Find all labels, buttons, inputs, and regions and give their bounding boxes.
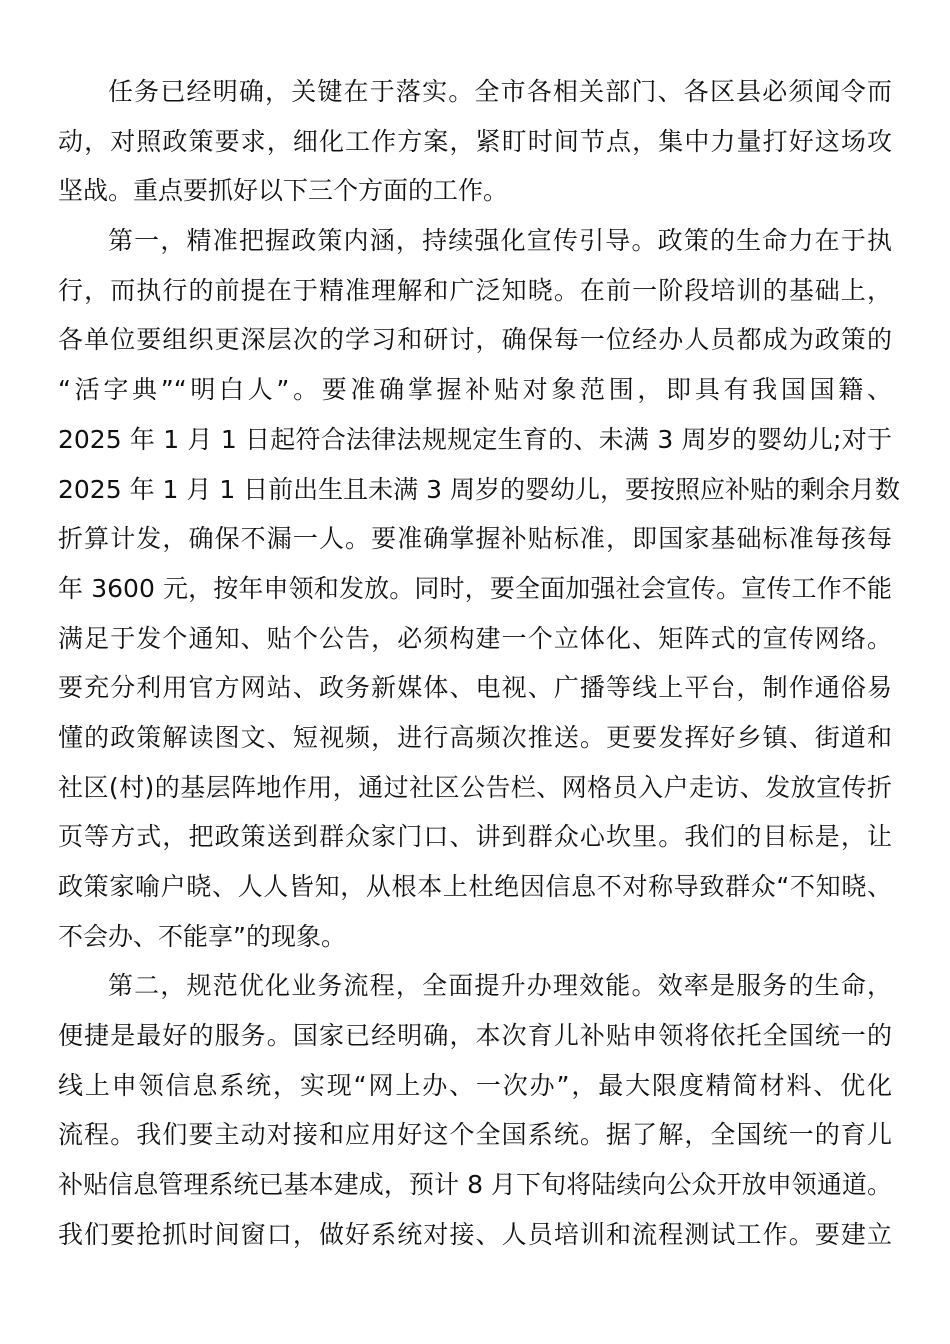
text-line: “活字典”“明白人”。要准确掌握补贴对象范围，即具有我国国籍、 bbox=[58, 375, 892, 405]
text-line: 不会办、不能享”的现象。 bbox=[58, 921, 346, 951]
text-line: 补贴信息管理系统已基本建成，预计 8 月下旬将陆续向公众开放申领通道。 bbox=[58, 1170, 892, 1200]
text-line: 要充分利用官方网站、政务新媒体、电视、广播等线上平台，制作通俗易 bbox=[58, 673, 892, 703]
text-line: 满足于发个通知、贴个公告，必须构建一个立体化、矩阵式的宣传网络。 bbox=[58, 623, 892, 653]
text-line: 懂的政策解读图文、短视频，进行高频次推送。更要发挥好乡镇、街道和 bbox=[58, 722, 892, 752]
text-line: 社区(村)的基层阵地作用，通过社区公告栏、网格员入户走访、发放宣传折 bbox=[58, 772, 892, 802]
text-line: 政策家喻户晓、人人皆知，从根本上杜绝因信息不对称导致群众“不知晓、 bbox=[58, 872, 892, 901]
text-line: 流程。我们要主动对接和应用好这个全国系统。据了解，全国统一的育儿 bbox=[58, 1120, 892, 1150]
paragraph-point-one bbox=[58, 216, 900, 961]
text-line: 行，而执行的前提在于精准理解和广泛知晓。在前一阶段培训的基础上， bbox=[58, 275, 892, 305]
text-line: 2025 年 1 月 1 日起符合法律法规规定生育的、未满 3 周岁的婴幼儿;对于 bbox=[58, 424, 892, 454]
text-line: 第一，精准把握政策内涵，持续强化宣传引导。政策的生命力在于执 bbox=[108, 226, 892, 256]
text-line: 坚战。重点要抓好以下三个方面的工作。 bbox=[58, 176, 509, 206]
text-line: 各单位要组织更深层次的学习和研讨，确保每一位经办人员都成为政策的 bbox=[58, 325, 892, 355]
text-line: 第二，规范优化业务流程，全面提升办理效能。效率是服务的生命， bbox=[108, 971, 892, 1001]
paragraph-intro bbox=[58, 67, 892, 216]
text-line: 折算计发，确保不漏一人。要准确掌握补贴标准，即国家基础标准每孩每 bbox=[58, 524, 892, 554]
text-line: 年 3600 元，按年申领和发放。同时，要全面加强社会宣传。宣传工作不能 bbox=[58, 573, 892, 603]
text-line: 2025 年 1 月 1 日前出生且未满 3 周岁的婴幼儿，要按照应补贴的剩余月数 bbox=[58, 474, 900, 504]
text-line: 任务已经明确，关键在于落实。全市各相关部门、各区县必须闻令而 bbox=[108, 77, 892, 106]
paragraph-point-two bbox=[58, 961, 892, 1259]
text-line: 线上申领信息系统，实现“网上办、一次办”，最大限度精简材料、优化 bbox=[58, 1070, 892, 1100]
document-body bbox=[58, 67, 900, 1260]
text-line: 页等方式，把政策送到群众家门口、讲到群众心坎里。我们的目标是，让 bbox=[58, 822, 892, 852]
text-line: 动，对照政策要求，细化工作方案，紧盯时间节点，集中力量打好这场攻 bbox=[58, 126, 892, 156]
text-line: 便捷是最好的服务。国家已经明确，本次育儿补贴申领将依托全国统一的 bbox=[58, 1021, 892, 1051]
text-line: 我们要抢抓时间窗口，做好系统对接、人员培训和流程测试工作。要建立 bbox=[58, 1219, 892, 1249]
